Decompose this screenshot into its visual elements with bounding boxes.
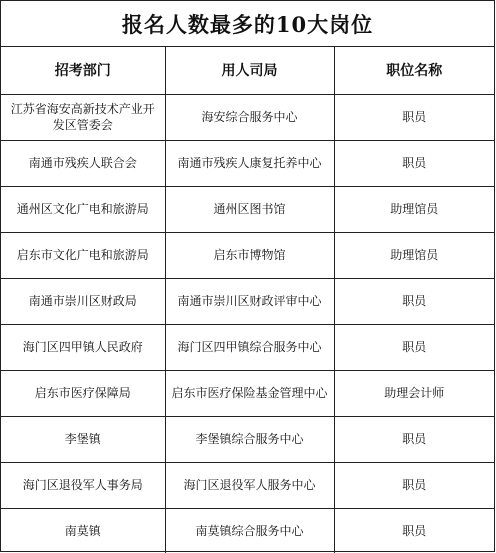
cell-position: 助理馆员 <box>334 232 494 278</box>
cell-unit: 南莫镇综合服务中心 <box>165 508 334 553</box>
cell-department: 南通市残疾人联合会 <box>1 140 165 186</box>
cell-position: 职员 <box>334 140 494 186</box>
cell-department: 通州区文化广电和旅游局 <box>1 186 165 232</box>
cell-unit: 启东市医疗保险基金管理中心 <box>165 370 334 416</box>
header-row <box>1 47 494 94</box>
table-row <box>1 278 494 324</box>
table-header <box>1 47 494 94</box>
cell-unit: 李堡镇综合服务中心 <box>165 416 334 462</box>
cell-unit: 启东市博物馆 <box>165 232 334 278</box>
cell-department: 南莫镇 <box>1 508 165 553</box>
table-row <box>1 370 494 416</box>
cell-position: 助理馆员 <box>334 186 494 232</box>
header-position-name: 职位名称 <box>334 47 494 94</box>
table-row <box>1 140 494 186</box>
cell-unit: 海门区四甲镇综合服务中心 <box>165 324 334 370</box>
cell-position: 职员 <box>334 94 494 140</box>
table-body <box>1 94 494 553</box>
cell-department: 江苏省海安高新技术产业开发区管委会 <box>1 94 165 140</box>
table-row <box>1 186 494 232</box>
cell-department: 海门区退役军人事务局 <box>1 462 165 508</box>
positions-table <box>1 47 494 553</box>
cell-position: 职员 <box>334 278 494 324</box>
table-row <box>1 324 494 370</box>
cell-department: 南通市崇川区财政局 <box>1 278 165 324</box>
cell-unit: 南通市残疾人康复托养中心 <box>165 140 334 186</box>
cell-position: 职员 <box>334 416 494 462</box>
cell-position: 助理会计师 <box>334 370 494 416</box>
cell-position: 职员 <box>334 462 494 508</box>
cell-unit: 南通市崇川区财政评审中心 <box>165 278 334 324</box>
table-row <box>1 462 494 508</box>
cell-department: 启东市医疗保障局 <box>1 370 165 416</box>
header-recruiting-department: 招考部门 <box>1 47 165 94</box>
cell-unit: 海门区退役军人服务中心 <box>165 462 334 508</box>
cell-position: 职员 <box>402 523 427 538</box>
table-row <box>1 508 494 553</box>
cell-unit: 海安综合服务中心 <box>165 94 334 140</box>
cell-department: 海门区四甲镇人民政府 <box>1 324 165 370</box>
header-employing-unit: 用人司局 <box>165 47 334 94</box>
cell-position: 职员 <box>334 324 494 370</box>
cell-unit: 通州区图书馆 <box>165 186 334 232</box>
table-row <box>1 94 494 140</box>
cell-department: 启东市文化广电和旅游局 <box>1 232 165 278</box>
table-row <box>1 416 494 462</box>
table-row <box>1 232 494 278</box>
cell-department: 李堡镇 <box>1 416 165 462</box>
table-title: 报名人数最多的10大岗位 <box>1 1 494 47</box>
